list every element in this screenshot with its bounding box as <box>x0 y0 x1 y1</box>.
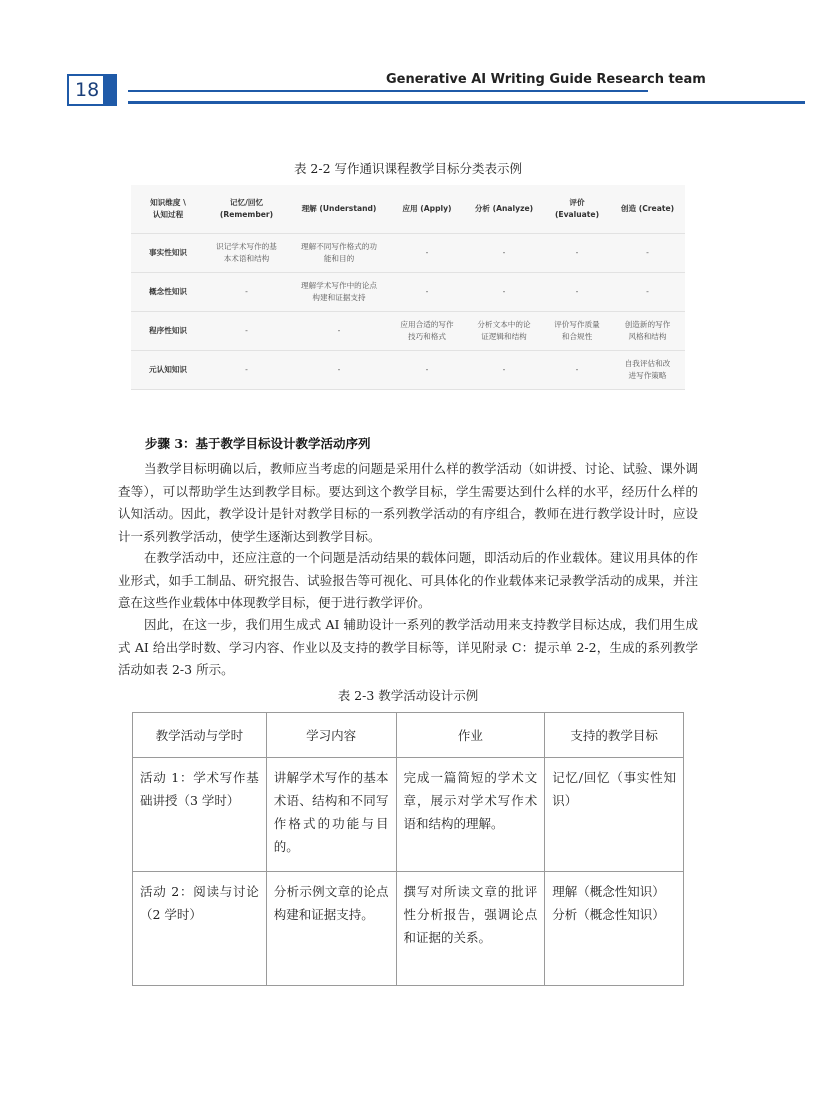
cell-text-line: 概念性知识 <box>149 287 187 297</box>
cell-text-line: 进写作策略 <box>628 371 667 380</box>
cell-text-line: - <box>245 326 248 336</box>
table-cell <box>205 273 288 312</box>
table-cell: 活动 2：阅读与讨论（2 学时） <box>133 872 267 986</box>
cell-text-line: 程序性知识 <box>149 326 187 336</box>
cell-text-line: - <box>425 287 429 297</box>
cell-text-line: - <box>646 287 649 297</box>
row-header-cell <box>131 234 205 273</box>
running-header-title: Generative AI Writing Guide Research team <box>386 72 706 87</box>
cell-text-line: 元认知知识 <box>149 365 187 375</box>
paragraph-3: 因此，在这一步，我们用生成式 AI 辅助设计一系列的教学活动用来支持教学目标达成，我们用生成式 AI 给出学时数、学习内容、作业以及支持的教学目标等，详见附录 C：提示单 2-2，生成的系列教学活动如表 2-3 所示。 <box>118 617 698 677</box>
table-cell <box>544 273 610 312</box>
table-cell <box>464 273 544 312</box>
table-cell <box>610 351 685 390</box>
row-header-cell <box>131 273 205 312</box>
table-cell <box>205 234 288 273</box>
cell-text-line: - <box>575 287 579 297</box>
cell-text-line: 能和目的 <box>323 254 355 263</box>
cell-text-line: 创造 (Create) <box>620 204 675 214</box>
cell-text-line: - <box>337 326 341 336</box>
page-number-box <box>67 74 117 106</box>
table-cell: 记忆/回忆（事实性知识） <box>545 758 684 872</box>
column-header <box>131 185 205 234</box>
table-cell <box>390 312 464 351</box>
cell-text-line: 理解不同写作格式的功 <box>301 242 377 252</box>
cell-text-line: 创造新的写作 <box>624 320 671 330</box>
cell-text-line: 自我评估和改 <box>624 359 671 369</box>
table-cell <box>390 273 464 312</box>
cell-text-line: 分析 (Analyze) <box>474 204 534 214</box>
cell-text-line: 理解学术写作中的论点 <box>301 281 377 291</box>
table-cell <box>288 351 390 390</box>
header-rule-top <box>128 90 648 92</box>
header-rule-bottom <box>128 101 805 104</box>
cell-text-line: 应用合适的写作 <box>400 320 454 330</box>
cell-text-line: - <box>575 248 579 258</box>
table-header-row <box>133 713 684 758</box>
table-cell: 理解（概念性知识） 分析（概念性知识） <box>545 872 684 986</box>
cell-text-line: 证逻辑和结构 <box>481 332 527 341</box>
cell-text-line: 认知过程 <box>152 210 184 219</box>
cell-text-line: - <box>245 365 248 375</box>
paragraph-2: 在教学活动中，还应注意的一个问题是活动结果的载体问题，即活动后的作业载体。建议用具体的作业形式，如手工制品、研究报告、试验报告等可视化、可具体化的作业载体来记录教学活动的成果，并注意在这些作业载体中体现教学目标，便于进行教学评价。 <box>118 550 698 610</box>
column-header: 学习内容 <box>266 713 396 758</box>
table-cell <box>390 351 464 390</box>
activity-design-table <box>132 712 684 986</box>
row-header-cell <box>131 312 205 351</box>
cell-text-line: - <box>575 365 579 375</box>
table-header-row <box>131 185 685 234</box>
cell-text-line: 应用 (Apply) <box>402 204 452 214</box>
cell-text-line: - <box>646 248 649 258</box>
table-cell: 撰写对所读文章的批评性分析报告，强调论点和证据的关系。 <box>396 872 545 986</box>
column-header <box>288 185 390 234</box>
cell-text-line: 理解 (Understand) <box>301 204 377 214</box>
cell-text-line: 本术语和结构 <box>223 254 270 263</box>
column-header <box>544 185 610 234</box>
cell-text-line: 识记学术写作的基 <box>216 242 277 252</box>
table-cell <box>390 234 464 273</box>
table-cell <box>464 312 544 351</box>
cell-text-line: 分析文本中的论 <box>477 320 531 330</box>
table-cell <box>205 351 288 390</box>
table-cell <box>464 234 544 273</box>
cell-text-line: - <box>337 365 341 375</box>
table-cell <box>544 312 610 351</box>
table-cell <box>288 273 390 312</box>
table-cell <box>205 312 288 351</box>
table-cell: 活动 1：学术写作基础讲授（3 学时） <box>133 758 267 872</box>
column-header <box>390 185 464 234</box>
cell-text-line: 评价 <box>569 198 585 208</box>
page-number: 18 <box>75 79 100 101</box>
cell-text-line: 评价写作质量 <box>554 320 600 330</box>
column-header <box>610 185 685 234</box>
cell-text-line: 构建和证据支持 <box>312 293 366 302</box>
page-number-accent <box>103 76 115 104</box>
cell-text-line: - <box>502 287 506 297</box>
table-row <box>133 872 684 986</box>
table-row <box>131 273 685 312</box>
learning-objectives-table <box>131 185 685 390</box>
cell-text-line: 事实性知识 <box>149 248 187 258</box>
step-3-heading: 步骤 3：基于教学目标设计教学活动序列 <box>145 436 371 451</box>
column-header <box>464 185 544 234</box>
table-row <box>131 312 685 351</box>
table-cell <box>610 273 685 312</box>
cell-text-line: - <box>425 365 429 375</box>
cell-text-line: - <box>245 287 248 297</box>
table-cell <box>544 234 610 273</box>
table-row <box>131 234 685 273</box>
table-cell <box>610 312 685 351</box>
table-cell <box>464 351 544 390</box>
table-cell <box>544 351 610 390</box>
cell-text-line: - <box>502 365 506 375</box>
table-cell <box>288 312 390 351</box>
cell-text-line: (Evaluate) <box>554 210 600 219</box>
column-header: 支持的教学目标 <box>545 713 684 758</box>
cell-text-line: 技巧和格式 <box>408 332 446 341</box>
row-header-cell <box>131 351 205 390</box>
table-cell: 讲解学术写作的基本术语、结构和不同写作格式的功能与目的。 <box>266 758 396 872</box>
table-row <box>131 351 685 390</box>
table-cell <box>288 234 390 273</box>
table-2-3-caption: 表 2-3 教学活动设计示例 <box>337 688 479 703</box>
table-cell <box>610 234 685 273</box>
cell-text-line: - <box>502 248 506 258</box>
cell-text-line: 和合规性 <box>561 332 593 341</box>
cell-text-line: (Remember) <box>219 210 274 219</box>
cell-text-line: 知识维度 \ <box>150 198 186 208</box>
column-header: 教学活动与学时 <box>133 713 267 758</box>
cell-text-line: 风格和结构 <box>628 332 667 341</box>
table-cell: 完成一篇简短的学术文章，展示对学术写作术语和结构的理解。 <box>396 758 545 872</box>
table-cell: 分析示例文章的论点构建和证据支持。 <box>266 872 396 986</box>
table-2-2-caption: 表 2-2 写作通识课程教学目标分类表示例 <box>293 161 523 176</box>
table-row <box>133 758 684 872</box>
column-header: 作业 <box>396 713 545 758</box>
column-header <box>205 185 288 234</box>
cell-text-line: 记忆/回忆 <box>229 198 264 208</box>
paragraph-1: 当教学目标明确以后，教师应当考虑的问题是采用什么样的教学活动（如讲授、讨论、试验、课外调查等），可以帮助学生达到教学目标。要达到这个教学目标，学生需要达到什么样的水平，经历什么样的认知活动。因此，教学设计是针对教学目标的一系列教学活动的有序组合，教师在进行教学设计时，应设计一系列教学活动，使学生逐渐达到教学目标。 <box>118 461 698 544</box>
cell-text-line: - <box>425 248 429 258</box>
